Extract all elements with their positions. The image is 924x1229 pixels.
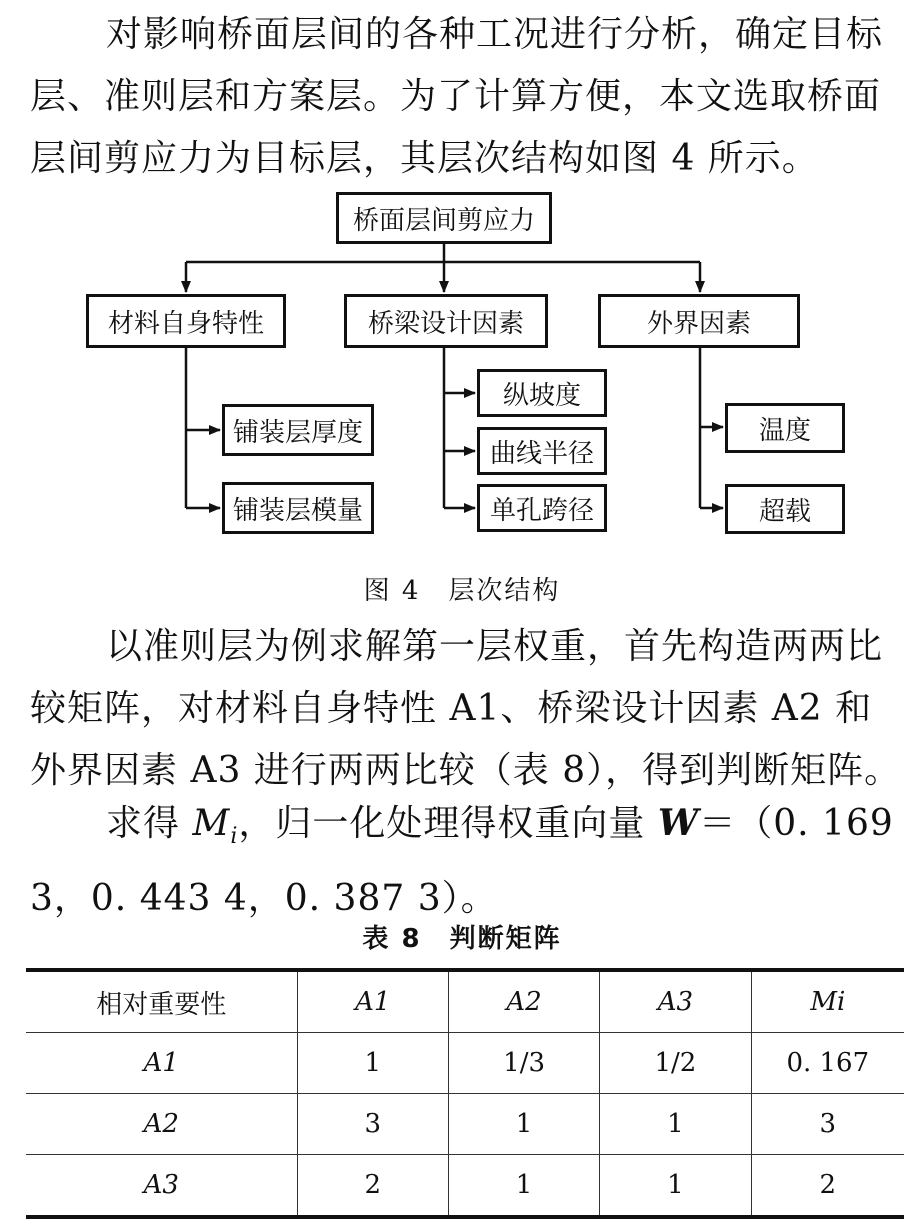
- header-a3: A3: [600, 970, 751, 1033]
- paragraph-weights: [30, 792, 904, 930]
- header-a1: A1: [297, 970, 448, 1033]
- table-cell: 1: [448, 1094, 599, 1155]
- table-cell: 1: [297, 1033, 448, 1094]
- paragraph-criteria: 以准则层为例求解第一层权重，首先构造两两比较矩阵，对材料自身特性 A1、桥梁设计因素 A2 和外界因素 A3 进行两两比较（表 8），得到判断矩阵。: [30, 626, 902, 791]
- table-cell: 1/2: [600, 1033, 751, 1094]
- table-cell: 2: [297, 1155, 448, 1218]
- table-header-row: [26, 970, 904, 1033]
- symbol-w: W: [657, 802, 700, 844]
- table-row: [26, 1033, 904, 1094]
- node-bridge-design: 桥梁设计因素: [344, 294, 548, 348]
- row-label: A3: [26, 1155, 297, 1218]
- node-pavement-modulus: 铺装层模量: [222, 482, 374, 534]
- table-cell: 1: [448, 1155, 599, 1218]
- table-cell: 1: [600, 1094, 751, 1155]
- table-cell: 1: [600, 1155, 751, 1218]
- figure-caption: [0, 570, 924, 607]
- table-cell: 1/3: [448, 1033, 599, 1094]
- node-external-factors: 外界因素: [598, 294, 800, 348]
- symbol-m: M: [192, 803, 231, 844]
- table-cell: 3: [297, 1094, 448, 1155]
- node-temperature: 温度: [725, 403, 845, 453]
- header-a2: A2: [448, 970, 599, 1033]
- figure-caption-title: 层次结构: [448, 576, 561, 606]
- row-label: A2: [26, 1094, 297, 1155]
- node-pavement-thickness: 铺装层厚度: [222, 404, 374, 456]
- figure-caption-number: 图 4: [363, 576, 421, 606]
- node-curve-radius: 曲线半径: [477, 427, 607, 475]
- header-mi: Mi: [751, 970, 904, 1033]
- node-overload: 超载: [725, 484, 845, 534]
- table-cell: 3: [751, 1094, 904, 1155]
- row-label: A1: [26, 1033, 297, 1094]
- weights-text-mid: ，归一化处理得权重向量: [238, 803, 658, 844]
- weights-text-pre: 求得: [106, 803, 193, 844]
- table-cell: 0. 167: [751, 1033, 904, 1094]
- weights-vector: ＝（0. 169 3，0. 443 4，0. 387 3）。: [30, 803, 894, 920]
- node-material-properties: 材料自身特性: [86, 294, 286, 348]
- table-cell: 2: [751, 1155, 904, 1218]
- node-longitudinal-slope: 纵坡度: [477, 369, 607, 417]
- table-row: [26, 1155, 904, 1218]
- table-caption-number: 表 8: [362, 924, 422, 954]
- header-relative-importance: 相对重要性: [96, 989, 227, 1020]
- table-caption: [0, 918, 924, 955]
- table-row: [26, 1094, 904, 1155]
- paragraph-intro: 对影响桥面层间的各种工况进行分析，确定目标层、准则层和方案层。为了计算方便，本文选取桥面层间剪应力为目标层，其层次结构如图 4 所示。: [30, 14, 884, 179]
- table-caption-title: 判断矩阵: [449, 924, 562, 954]
- judgment-matrix-table: [26, 968, 904, 1219]
- node-single-span: 单孔跨径: [477, 484, 607, 532]
- node-root: 桥面层间剪应力: [336, 192, 552, 244]
- symbol-m-subscript: i: [230, 824, 239, 850]
